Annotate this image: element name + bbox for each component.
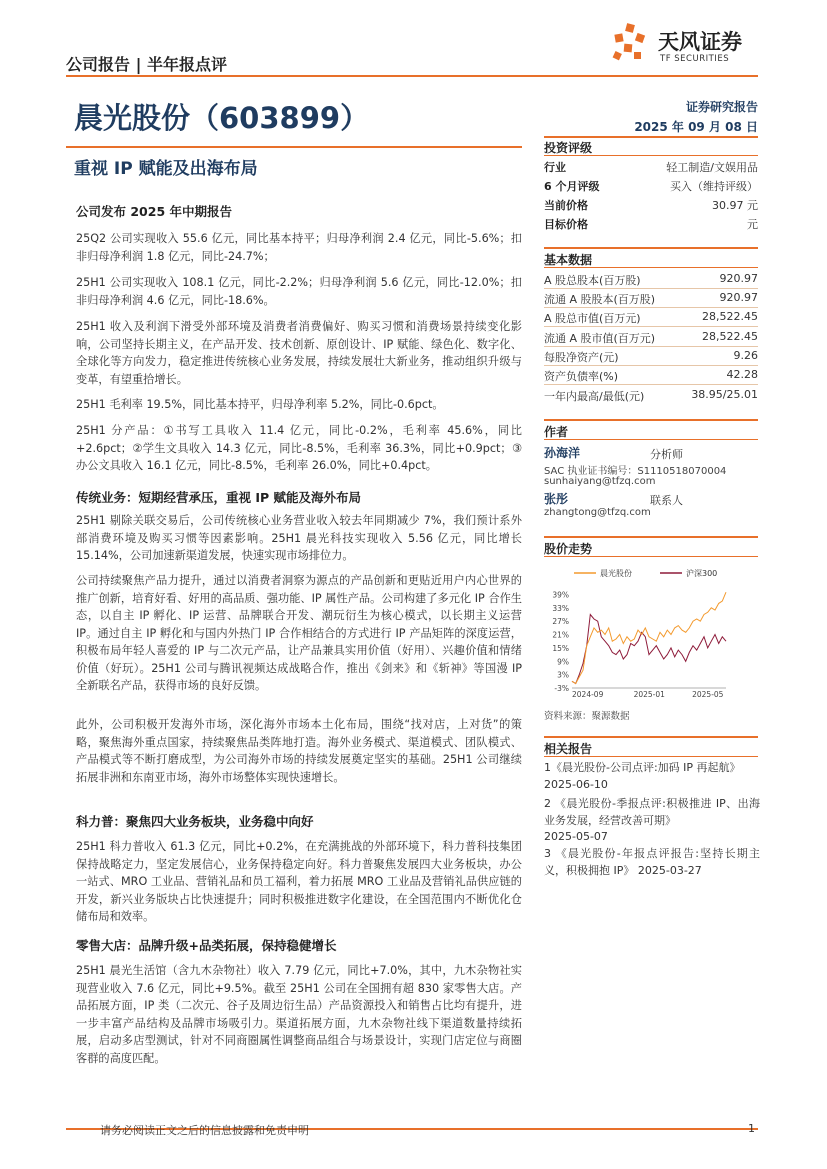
author-role: 分析师 xyxy=(650,448,683,461)
basic-row: 资产负债率(%) 42.28 xyxy=(544,368,758,383)
author-name: 张彤 xyxy=(544,492,569,506)
paragraph: 25Q2 公司实现收入 55.6 亿元，同比基本持平；归母净利润 2.4 亿元，同比-5.6%；扣非归母净利润 1.8 亿元，同比-24.7%； xyxy=(76,232,522,263)
section-title-colipu: 科力普：聚焦四大业务板块，业务稳中向好 xyxy=(76,814,314,829)
related-report-item[interactable]: 3 《晨光股份-年报点评报告:坚持长期主义，积极拥抱 IP》 2025-03-27 xyxy=(544,847,760,877)
disclaimer: 请务必阅读正文之后的信息披露和免责申明 xyxy=(100,1124,309,1137)
basic-row: 每股净资产(元) 9.26 xyxy=(544,349,758,364)
divider xyxy=(544,155,758,156)
chart-title: 股价走势 xyxy=(544,542,593,556)
related-title: 相关报告 xyxy=(544,742,593,756)
legend-label: 晨光股份 xyxy=(600,569,632,578)
divider xyxy=(544,267,758,268)
author-email[interactable]: sunhaiyang@tfzq.com xyxy=(544,476,656,487)
author-role: 联系人 xyxy=(650,494,683,507)
basic-row: 流通 A 股股本(百万股) 920.97 xyxy=(544,291,758,306)
divider xyxy=(544,419,758,421)
price-chart xyxy=(540,562,760,702)
divider xyxy=(544,136,758,138)
y-tick-label: 33% xyxy=(552,603,569,613)
report-type: 公司报告 | 半年报点评 xyxy=(66,55,227,74)
x-tick-label: 2025-05 xyxy=(692,690,724,699)
doc-type: 证券研究报告 xyxy=(685,100,758,114)
related-report-item[interactable]: 2 《晨光股份-季报点评:积极推进 IP、出海业务发展，经营改善可期》 2025-05-07 xyxy=(544,797,760,843)
divider xyxy=(544,756,758,757)
rating-row: 行业 轻工制造/文娱用品 xyxy=(544,161,758,174)
rating-row: 目标价格 元 xyxy=(544,218,758,231)
basic-row: 流通 A 股市值(百万元) 28,522.45 xyxy=(544,330,758,345)
divider xyxy=(544,556,758,557)
legend-label: 沪深300 xyxy=(686,569,718,578)
company-logo xyxy=(612,22,762,72)
basic-row: 一年内最高/最低(元) 38.95/25.01 xyxy=(544,388,758,403)
x-tick-label: 2024-09 xyxy=(572,690,604,699)
paragraph: 此外，公司积极开发海外市场，深化海外市场本土化布局，围绕“找对店，上对货”的策略，聚焦海外重点国家，持续聚焦品类阵地打造。海外业务模式、渠道模式、团队模式、产品模式等不断打磨成型，为公司海外市场的持续发展奠定坚实的基础。25H1 公司继续拓展非洲和东南亚市场，海外市场整体实现快速增长。 xyxy=(76,718,522,784)
rating-row: 当前价格 30.97 元 xyxy=(544,199,758,212)
section-title-retail: 零售大店：品牌升级+品类拓展，保持稳健增长 xyxy=(76,938,337,953)
author-title: 作者 xyxy=(544,425,569,439)
report-subtitle: 重视 IP 赋能及出海布局 xyxy=(74,159,258,179)
company-title: 晨光股份（603899） xyxy=(74,101,370,135)
author-name: 孙海洋 xyxy=(544,446,581,460)
paragraph: 25H1 剔除关联交易后，公司传统核心业务营业收入较去年同期减少 7%，我们预计系外部消费环境及购买习惯等因素影响。25H1 晨光科技实现收入 5.56 亿元，同比增长 15.14%，公司加速新渠道发展，快速实现市场排位力。 xyxy=(76,514,522,562)
basic-row: A 股总市值(百万元) 28,522.45 xyxy=(544,310,758,325)
paragraph: 25H1 公司实现收入 108.1 亿元，同比-2.2%；归母净利润 5.6 亿元，同比-12.0%；扣非归母净利润 4.6 亿元，同比-18.6%。 xyxy=(76,276,522,307)
section-title-traditional: 传统业务：短期经营承压，重视 IP 赋能及海外布局 xyxy=(76,490,362,505)
y-tick-label: 9% xyxy=(557,657,569,667)
y-tick-label: 3% xyxy=(557,670,569,680)
report-date: 2025 年 09 月 08 日 xyxy=(634,120,758,134)
y-tick-label: 21% xyxy=(552,630,569,640)
series-line-hs300 xyxy=(572,615,726,684)
header-rule xyxy=(66,75,758,77)
rating-title: 投资评级 xyxy=(544,141,593,155)
paragraph: 25H1 收入及利润下滑受外部环境及消费者消费偏好、购买习惯和消费场景持续变化影响，公司坚持长期主义，在产品开发、技术创新、原创设计、IP 赋能、绿色化、数字化、全球化等方向发力，稳定推进传统核心业务发展，持续发展壮大新业务，推动组织升级与变革，有望重拾增长。 xyxy=(76,320,522,386)
chart-source: 资料来源：聚源数据 xyxy=(544,711,630,722)
paragraph: 25H1 晨光生活馆（含九木杂物社）收入 7.79 亿元，同比+7.0%，其中，九木杂物社实现营业收入 7.6 亿元，同比+9.5%。截至 25H1 公司在全国拥有超 830 家零售大店。产品拓展方面，IP 类（二次元、谷子及周边衍生品）产品资源投入和销售占比均有提升，进一步丰富产品结构及品牌市场吸引力。渠道拓展方面，九木杂物社线下渠道数量持续拓展，启动多店型测试，针对不同商圈属性调整商品组合与场景设计，实现门店定位与商圈客群的高度匹配。 xyxy=(76,964,522,1065)
paragraph: 25H1 分产品：①书写工具收入 11.4 亿元，同比-0.2%，毛利率 45.6%，同比+2.6pct；②学生文具收入 14.3 亿元，同比-8.5%，毛利率 36.3%，同比+0.9pct；③办公文具收入 16.1 亿元，同比-8.5%，毛利率 26.0%，同比+0.4pct。 xyxy=(76,424,522,472)
basic-data-title: 基本数据 xyxy=(544,253,593,267)
y-tick-label: 39% xyxy=(552,590,569,600)
divider xyxy=(544,536,758,538)
page-number: 1 xyxy=(748,1122,755,1135)
divider xyxy=(544,247,758,249)
y-tick-label: -3% xyxy=(554,684,569,693)
x-tick-label: 2025-01 xyxy=(633,690,665,699)
author-cert: SAC 执业证书编号：S1110518070004 xyxy=(544,466,727,477)
section-title-interim: 公司发布 2025 年中期报告 xyxy=(76,204,232,219)
author-email[interactable]: zhangtong@tfzq.com xyxy=(544,507,651,518)
logo-text: 天风证券 xyxy=(658,30,742,54)
paragraph: 公司持续聚焦产品力提升，通过以消费者洞察为源点的产品创新和更贴近用户内心世界的推广创新，培育好看、好用的高品质、强功能、IP 属性产品。公司构建了多元化 IP 合作生态，以自主 IP 孵化、IP 运营、品牌联合开发、潮玩衍生为核心模式，以长期主义运营 IP。通过自主 IP 孵化和与国内外热门 IP 合作相结合的方式进行 IP 产品矩阵的深度运营，积极布局年轻人喜爱的 IP 与二次元产品，让产品兼具实用价值（好用）、兴趣价值和情绪价值（好玩）。25H1 公司与腾讯视频达成战略合作，推出《剑来》和《斩神》等国漫 IP 全新联名产品，获得市场的良好反馈。 xyxy=(76,574,522,692)
y-tick-label: 27% xyxy=(552,617,569,627)
paragraph: 25H1 毛利率 19.5%，同比基本持平，归母净利率 5.2%，同比-0.6pct。 xyxy=(76,398,444,411)
logo-subtext: TF SECURITIES xyxy=(660,54,730,64)
related-report-item[interactable]: 1《晨光股份-公司点评:加码 IP 再起航》 2025-06-10 xyxy=(544,761,741,791)
y-tick-label: 15% xyxy=(552,643,569,653)
tf-logo-icon xyxy=(612,22,652,66)
title-rule xyxy=(66,146,522,148)
divider xyxy=(544,439,758,440)
basic-row: A 股总股本(百万股) 920.97 xyxy=(544,272,758,287)
divider xyxy=(544,736,758,738)
rating-row: 6 个月评级 买入（维持评级） xyxy=(544,180,758,193)
paragraph: 25H1 科力普收入 61.3 亿元，同比+0.2%，在充满挑战的外部环境下，科力普科技集团保持战略定力，坚定发展信心，业务保持稳定向好。科力普聚焦发展四大业务板块，办公一站式、MRO 工业品、营销礼品和员工福利，着力拓展 MRO 工业品及营销礼品供应链的开发，新兴业务版块占比快速提升；同时积极推进数字化建设，在全国范围内不断优化仓储布局和效率。 xyxy=(76,840,522,923)
